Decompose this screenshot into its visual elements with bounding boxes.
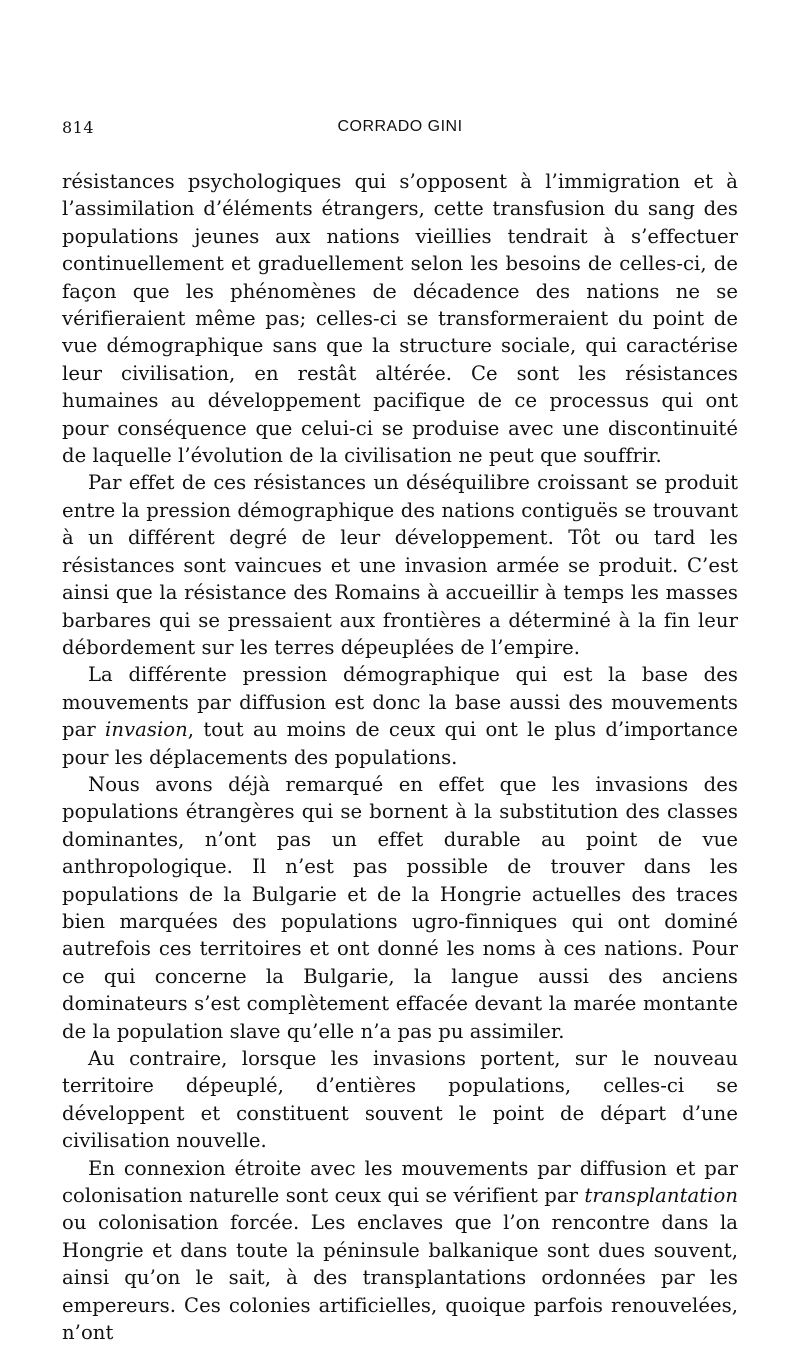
paragraph-5: Au contraire, lorsque les invasions portent, sur le nouveau territoire dépeuplé, d’entières populations, celles-ci se développent et constituent souvent le point de départ d’une civilisation nouvelle. — [62, 1047, 738, 1153]
running-title: CORRADO GINI — [337, 118, 463, 135]
book-page — [62, 118, 738, 1346]
body-text — [62, 168, 738, 1346]
paragraph-4: Nous avons déjà remarqué en effet que les invasions des populations étrangères qui se bornent à la substitution des classes dominantes, n’ont pas un effet durable au point de vue anthropologique. Il n’est pas possible de trouver dans les populations de la Bulgarie et de la Hongrie actuelles des traces bien marquées des populations ugro-finniques qui ont dominé autrefois ces territoires et ont donné les noms à ces nations. Pour ce qui concerne la Bulgarie, la langue aussi des anciens dominateurs s’est complètement effacée devant la marée montante de la population slave qu’elle n’a pas pu assimiler. — [62, 772, 738, 1043]
paragraph-3-text-before: La différente pression démographique qui est la base des mouvements par diffusion est donc la base aussi des mouvements par — [62, 663, 738, 742]
running-head — [62, 118, 738, 148]
paragraph-3-text-after: , tout au moins de ceux qui ont le plus d’importance pour les déplacements des populations. — [62, 718, 738, 769]
paragraph-6-text-before: En connexion étroite avec les mouvements par diffusion et par colonisation naturelle sont ceux qui se vérifient par — [62, 1156, 738, 1208]
page-number: 814 — [62, 118, 95, 137]
paragraph-6-emphasis: transplantation — [584, 1184, 738, 1208]
paragraph-6 — [62, 1155, 738, 1346]
paragraph-6-text-after: ou colonisation forcée. Les enclaves que l’on rencontre dans la Hongrie et dans toute la péninsule balkanique sont dues souvent, ainsi qu’on le sait, à des transplantations ordonnées par les empereurs. Ces colonies artificielles, quoique parfois renouvelées, n’ont — [62, 1211, 738, 1345]
paragraph-2: Par effet de ces résistances un déséquilibre croissant se produit entre la pression démographique des nations contiguës se trouvant à un différent degré de leur développement. Tôt ou tard les résistances sont vaincues et une invasion armée se produit. C’est ainsi que la résistance des Romains à accueillir à temps les masses barbares qui se pressaient aux frontières a déterminé à la fin leur débordement sur les terres dépeuplées de l’empire. — [62, 471, 738, 659]
paragraph-1: résistances psychologiques qui s’opposent à l’immigration et à l’assimilation d’éléments étrangers, cette transfusion du sang des populations jeunes aux nations vieillies tendrait à s’effectuer continuellement et graduellement selon les besoins de celles-ci, de façon que les phénomènes de décadence des nations ne se vérifieraient même pas; celles-ci se transformeraient du point de vue démographique sans que la structure sociale, qui caractérise leur civilisation, en restât altérée. Ce sont les résistances humaines au développement pacifique de ce processus qui ont pour conséquence que celui-ci se produise avec une discontinuité de laquelle l’évolution de la civilisation ne peut que souffrir. — [62, 170, 738, 468]
paragraph-3-emphasis: invasion — [105, 718, 188, 742]
paragraph-3 — [62, 661, 738, 771]
